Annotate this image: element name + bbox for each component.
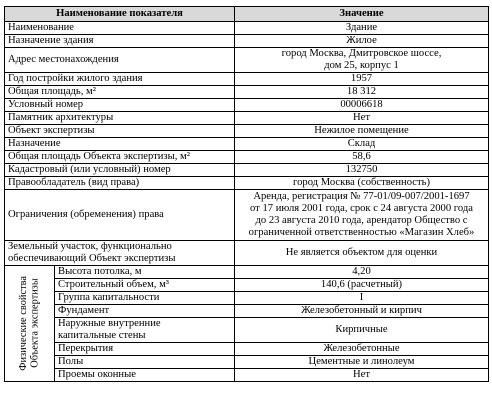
physical-group-text: Физические свойства Объекта экспертизы (18, 276, 41, 371)
row-value: 1957 (235, 73, 489, 86)
physical-group-label (5, 266, 55, 382)
row-value: Аренда, регистрация № 77-01/09-007/2001-1697 от 17 июля 2001 года, срок с 24 августа 2000 года до 23 августа 2010 года, арендатор Общество с ограниченной ответственностью «Магазин Хлеб» (235, 190, 489, 241)
row-value: Склад (235, 138, 489, 151)
row-label: Назначение здания (5, 35, 235, 48)
table-row (5, 318, 489, 343)
property-table (4, 6, 489, 382)
row-label: Общая площадь, м² (5, 86, 235, 99)
row-label: Назначение (5, 138, 235, 151)
table-row (5, 292, 489, 305)
table-row (5, 266, 489, 279)
row-value: Нет (235, 112, 489, 125)
table-row (5, 279, 489, 292)
row-value: 132750 (235, 164, 489, 177)
table-row (5, 190, 489, 241)
row-value: Железобетонный и кирпич (235, 305, 489, 318)
row-value: Здание (235, 22, 489, 35)
header-value: Значение (235, 7, 489, 22)
row-value: Цементные и линолеум (235, 356, 489, 369)
row-label: Фундамент (55, 305, 235, 318)
row-value: Нежилое помещение (235, 125, 489, 138)
row-label: Памятник архитектуры (5, 112, 235, 125)
table-row (5, 138, 489, 151)
row-label: Строительный объем, м³ (55, 279, 235, 292)
table-row (5, 112, 489, 125)
table-row (5, 369, 489, 382)
row-value: 58,6 (235, 151, 489, 164)
row-value: 18 312 (235, 86, 489, 99)
row-value: I (235, 292, 489, 305)
row-value: Кирпичные (235, 318, 489, 343)
header-indicator-name: Наименование показателя (5, 7, 235, 22)
row-label: Ограничения (обременения) права (5, 190, 235, 241)
table-row (5, 35, 489, 48)
row-value: Нет (235, 369, 489, 382)
table-row (5, 99, 489, 112)
row-label: Условный номер (5, 99, 235, 112)
row-label: Наименование (5, 22, 235, 35)
table-row (5, 86, 489, 99)
table-row (5, 73, 489, 86)
table-header-row (5, 7, 489, 22)
row-label: Высота потолка, м (55, 266, 235, 279)
table-row (5, 164, 489, 177)
row-value: Жилое (235, 35, 489, 48)
row-label: Объект экспертизы (5, 125, 235, 138)
row-label: Кадастровый (или условный) номер (5, 164, 235, 177)
row-label: Проемы оконные (55, 369, 235, 382)
row-label: Год постройки жилого здания (5, 73, 235, 86)
row-label: Общая площадь Объекта экспертизы, м² (5, 151, 235, 164)
row-label: Перекрытия (55, 343, 235, 356)
row-value: 00006618 (235, 99, 489, 112)
table-row (5, 48, 489, 73)
row-label: Группа капитальности (55, 292, 235, 305)
row-value: город Москва (собственность) (235, 177, 489, 190)
row-value: Железобетонные (235, 343, 489, 356)
table-row (5, 125, 489, 138)
row-label: Правообладатель (вид права) (5, 177, 235, 190)
table-row (5, 151, 489, 164)
table-row (5, 22, 489, 35)
row-value: 140,6 (расчетный) (235, 279, 489, 292)
table-row (5, 343, 489, 356)
table-row (5, 241, 489, 266)
row-value: город Москва, Дмитровское шоссе, дом 25, корпус 1 (235, 48, 489, 73)
row-value: Не является объектом для оценки (235, 241, 489, 266)
table-row (5, 177, 489, 190)
row-label: Земельный участок, функционально обеспечивающий Объект экспертизы (5, 241, 235, 266)
row-label: Полы (55, 356, 235, 369)
row-label: Адрес местонахождения (5, 48, 235, 73)
row-label: Наружные внутренние капитальные стены (55, 318, 235, 343)
row-value: 4,20 (235, 266, 489, 279)
table-row (5, 356, 489, 369)
table-row (5, 305, 489, 318)
table-body (5, 22, 489, 382)
